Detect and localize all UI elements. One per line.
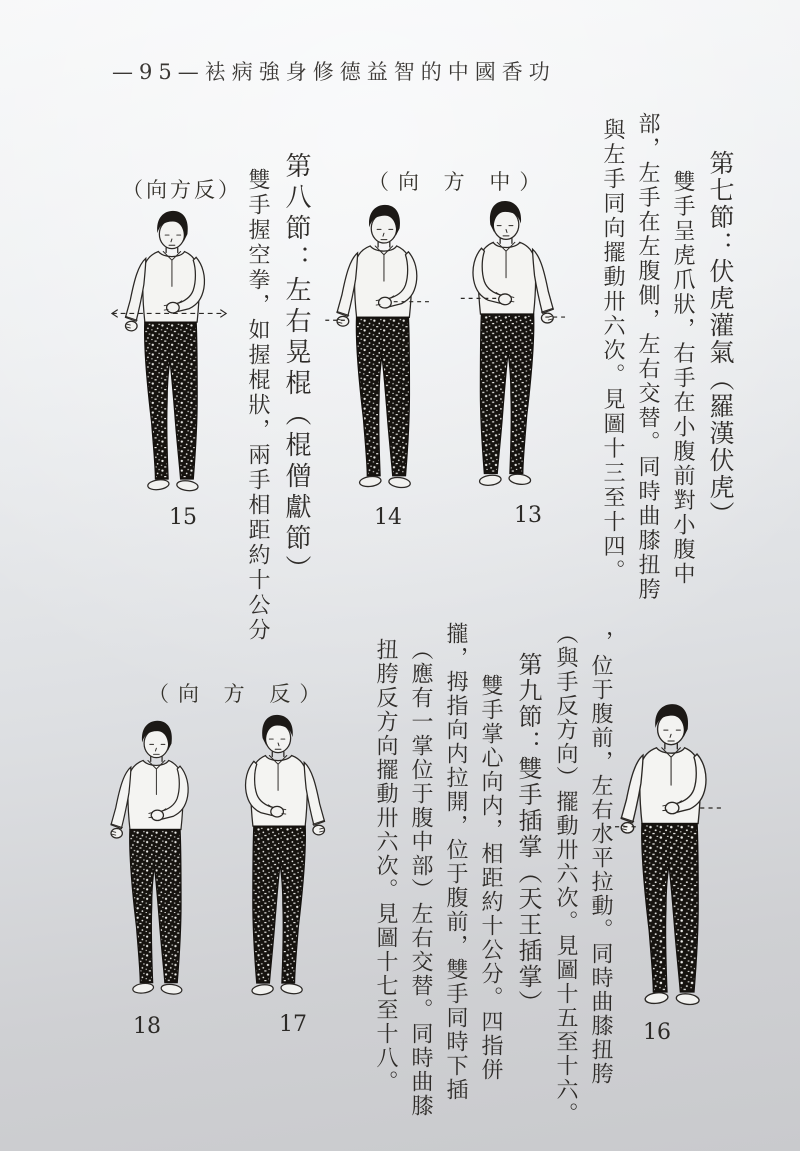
exercise-figure-13 person-figure	[449, 197, 567, 502]
section-8-text	[237, 152, 317, 652]
caption-reverse-direction-bottom: （向 方 反）	[148, 682, 330, 706]
exercise-figure-17 person-figure	[221, 711, 339, 1011]
figure-number-14: 14	[374, 505, 402, 530]
section-9-line: 扭胯反方向擺動卅六次。見圖十七至十八。	[373, 638, 398, 1094]
exercise-figure-18 person-figure	[97, 717, 212, 1010]
caption-reverse-direction-top: （向方反）	[122, 178, 242, 202]
section-9-line: 雙手掌心向内，相距約十公分。四指併	[478, 674, 503, 1082]
section-9-line: （應有一掌位于腹中部）左右交替。同時曲膝	[408, 638, 433, 1118]
section-9-text	[363, 622, 618, 1126]
page-header: —95—袪病強身修德益智的中國香功	[112, 60, 556, 84]
figure-number-16: 16	[643, 1020, 671, 1045]
section-8-line: 雙手握空拳，如握棍狀，兩手相距約十公分	[245, 168, 270, 643]
section-7-line: 部，左手在左腹側，左右交替。同時曲膝扭胯	[635, 112, 660, 602]
section-9-line: ，位于腹前，左右水平拉動。同時曲膝扭胯	[588, 630, 613, 1086]
section-7-title: 第七節：伏虎灌氣（羅漢伏虎）	[706, 150, 735, 528]
figure-number-18: 18	[133, 1014, 161, 1039]
section-7-text	[595, 112, 740, 602]
exercise-figure-14 person-figure	[323, 201, 441, 504]
figure-number-15: 15	[169, 505, 197, 530]
section-9-line: 攏，拇指向内拉開，位于腹前，雙手同時下插	[443, 622, 468, 1102]
section-7-line: 雙手呈虎爪狀，右手在小腹前對小腹中	[670, 170, 695, 587]
section-7-line: 與左手同向擺動卅六次。見圖十三至十四。	[600, 118, 625, 584]
caption-middle-direction: （向 方 中）	[368, 170, 550, 194]
section-9-title: 第九節：雙手插掌（天王插掌）	[514, 652, 542, 1016]
exercise-figure-15 person-figure	[110, 207, 230, 507]
section-9-line: （與手反方向）擺動卅六次。見圖十五至十六。	[553, 622, 578, 1126]
section-8-title: 第八節：左右晃棍（棍僧獻節）	[281, 152, 311, 586]
figure-number-17: 17	[279, 1012, 307, 1037]
exercise-figure-16 person-figure	[606, 700, 732, 1022]
figure-number-13: 13	[514, 503, 542, 528]
